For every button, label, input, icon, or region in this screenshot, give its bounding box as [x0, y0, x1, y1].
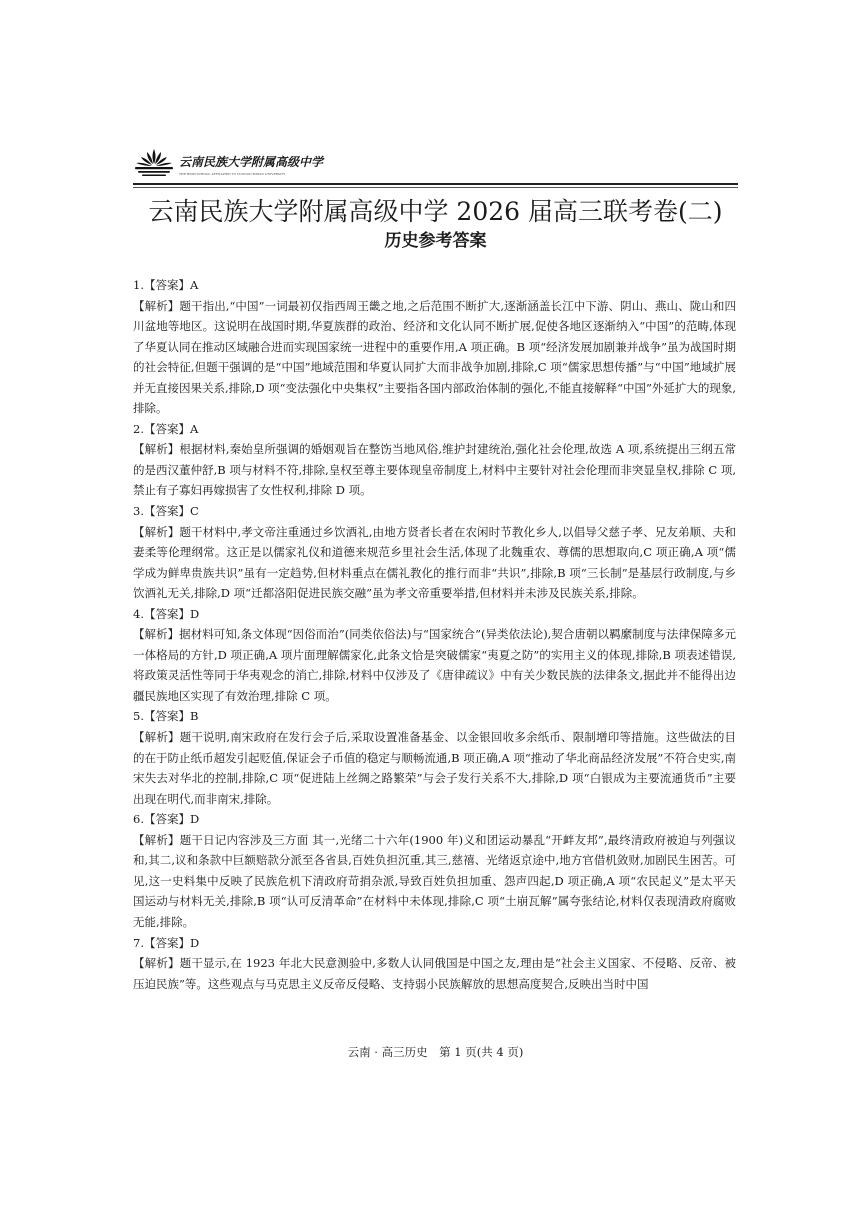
answer-label: 7.【答案】D: [133, 935, 200, 950]
answer-label: 4.【答案】D: [133, 606, 200, 621]
answer-label: 1.【答案】A: [133, 278, 199, 292]
answer-explanation: 【解析】题干显示,在 1923 年北大民意测验中,多数人认同俄国是中国之友,理由是“社会主义国家、不侵略、反帝、被压迫民族”等。这些观点与马克思主义反帝反侵略、支持弱小民族解放的思想高度契合,反映出当时中国: [133, 956, 736, 991]
answer-explanation: 【解析】根据材料,秦始皇所强调的婚姻观旨在整饬当地风俗,维护封建统治,强化社会伦理,故选 A 项,系统提出三纲五常的是西汉董仲舒,B 项与材料不符,排除,皇权至尊主要体现皇帝制度上,材料中主要针对社会伦理而非突显皇权,排除 C 项,禁止有子寡妇再嫁损害了女性权利,排除 D 项。: [133, 442, 736, 498]
exam-subtitle: 历史参考答案: [384, 231, 487, 251]
answer-label: 6.【答案】D: [133, 812, 200, 827]
school-english-name: THE HIGH SCHOOL AFFILIATED TO YUNNAN MINZU UNIVERSITY: [179, 172, 286, 176]
question-block: [133, 706, 736, 809]
question-block: [133, 275, 736, 419]
question-block: [133, 604, 736, 707]
page-footer: 云南 · 高三历史 第 1 页(共 4 页): [347, 1045, 524, 1059]
answer-label: 2.【答案】A: [133, 421, 199, 436]
school-header: [133, 144, 738, 186]
question-block: [133, 809, 736, 932]
school-name-sign: 云南民族大学附属高级中学: [179, 155, 324, 169]
school-logo-icon: [133, 146, 175, 180]
answer-explanation: 【解析】题干指出,“中国”一词最初仅指西周王畿之地,之后范围不断扩大,逐渐涵盖长江中下游、阴山、燕山、陇山和四川盆地等地区。这说明在战国时期,华夏族群的政治、经济和文化认同不断扩展,促使各地区逐渐纳入“中国”的范畴,体现了华夏认同在推动区域融合进而实现国家统一进程中的重要作用,A 项正确。B 项“经济发展加剧兼并战争”虽为战国时期的社会特征,但题干强调的是“中国”地域范围和华夏认同扩大而非战争加剧,排除,C 项“儒家思想传播”与“中国”地域扩展并无直接因果关系,排除,D 项“变法强化中央集权”主要指各国内部政治体制的强化,不能直接解释“中国”外延扩大的现象,排除。: [133, 298, 737, 416]
answer-explanation: 【解析】据材料可知,条文体现“因俗而治”(同类依俗法)与“国家统合”(异类依法论),契合唐朝以羁縻制度与法律保障多元一体格局的方针,D 项正确,A 项片面理解儒家化,此条文恰是突破儒家“夷夏之防”的实用主义的体现,排除,B 项表述错误,将政策灵活性等同于华夷观念的消亡,排除,材料中仅涉及了《唐律疏议》中有关少数民族的法律条文,据此并不能得出边疆民族地区实现了有效治理,排除 C 项。: [133, 627, 736, 703]
answer-explanation: 【解析】题干说明,南宋政府在发行会子后,采取设置准备基金、以金银回收多余纸币、限制增印等措施。这些做法的目的在于防止纸币超发引起贬值,保证会子币值的稳定与顺畅流通,B 项正确,A 项“推动了华北商品经济发展”不符合史实,南宋失去对华北的控制,排除,C 项“促进陆上丝绸之路繁荣”与会子发行关系不大,排除,D 项“白银成为主要流通货币”主要出现在明代,而非南宋,排除。: [133, 730, 736, 806]
header-divider-thick: [133, 183, 738, 185]
answer-content: [133, 275, 736, 994]
answer-explanation: 【解析】题干日记内容涉及三方面 其一,光绪二十六年(1900 年)义和团运动暴乱“开衅友邦”,最终清政府被迫与列强议和,其二,议和条款中巨额赔款分派至各省县,百姓负担沉重,其三,慈禧、光绪返京途中,地方官借机敛财,加剧民生困苦。可见,这一史料集中反映了民族危机下清政府苛捐杂派,导致百姓负担加重、怨声四起,D 项正确,A 项“农民起义”是太平天国运动与材料无关,排除,B 项“认可反清革命”在材料中未体现,排除,C 项“土崩瓦解”属夸张结论,材料仅表现清政府腐败无能,排除。: [133, 832, 736, 929]
question-block: [133, 501, 736, 604]
answer-explanation: 【解析】题干材料中,孝文帝注重通过乡饮酒礼,由地方贤者长者在农闲时节教化乡人,以倡导父慈子孝、兄友弟顺、夫和妻柔等伦理纲常。这正是以儒家礼仪和道德来规范乡里社会生活,体现了北魏重农、尊儒的思想取向,C 项正确,A 项“儒学成为鲜卑贵族共识”虽有一定趋势,但材料重点在儒礼教化的推行而非“共识”,排除,B 项“三长制”是基层行政制度,与乡饮酒礼无关,排除,D 项“迁都洛阳促进民族交融”虽为孝文帝重要举措,但材料并未涉及民族关系,排除。: [133, 524, 736, 601]
question-block: [133, 933, 736, 995]
exam-title: 云南民族大学附属高级中学 2026 届高三联考卷(二): [148, 197, 723, 226]
answer-label: 5.【答案】B: [133, 709, 199, 724]
header-divider-thin: [133, 187, 738, 188]
answer-label: 3.【答案】C: [133, 504, 199, 519]
question-block: [133, 419, 736, 501]
